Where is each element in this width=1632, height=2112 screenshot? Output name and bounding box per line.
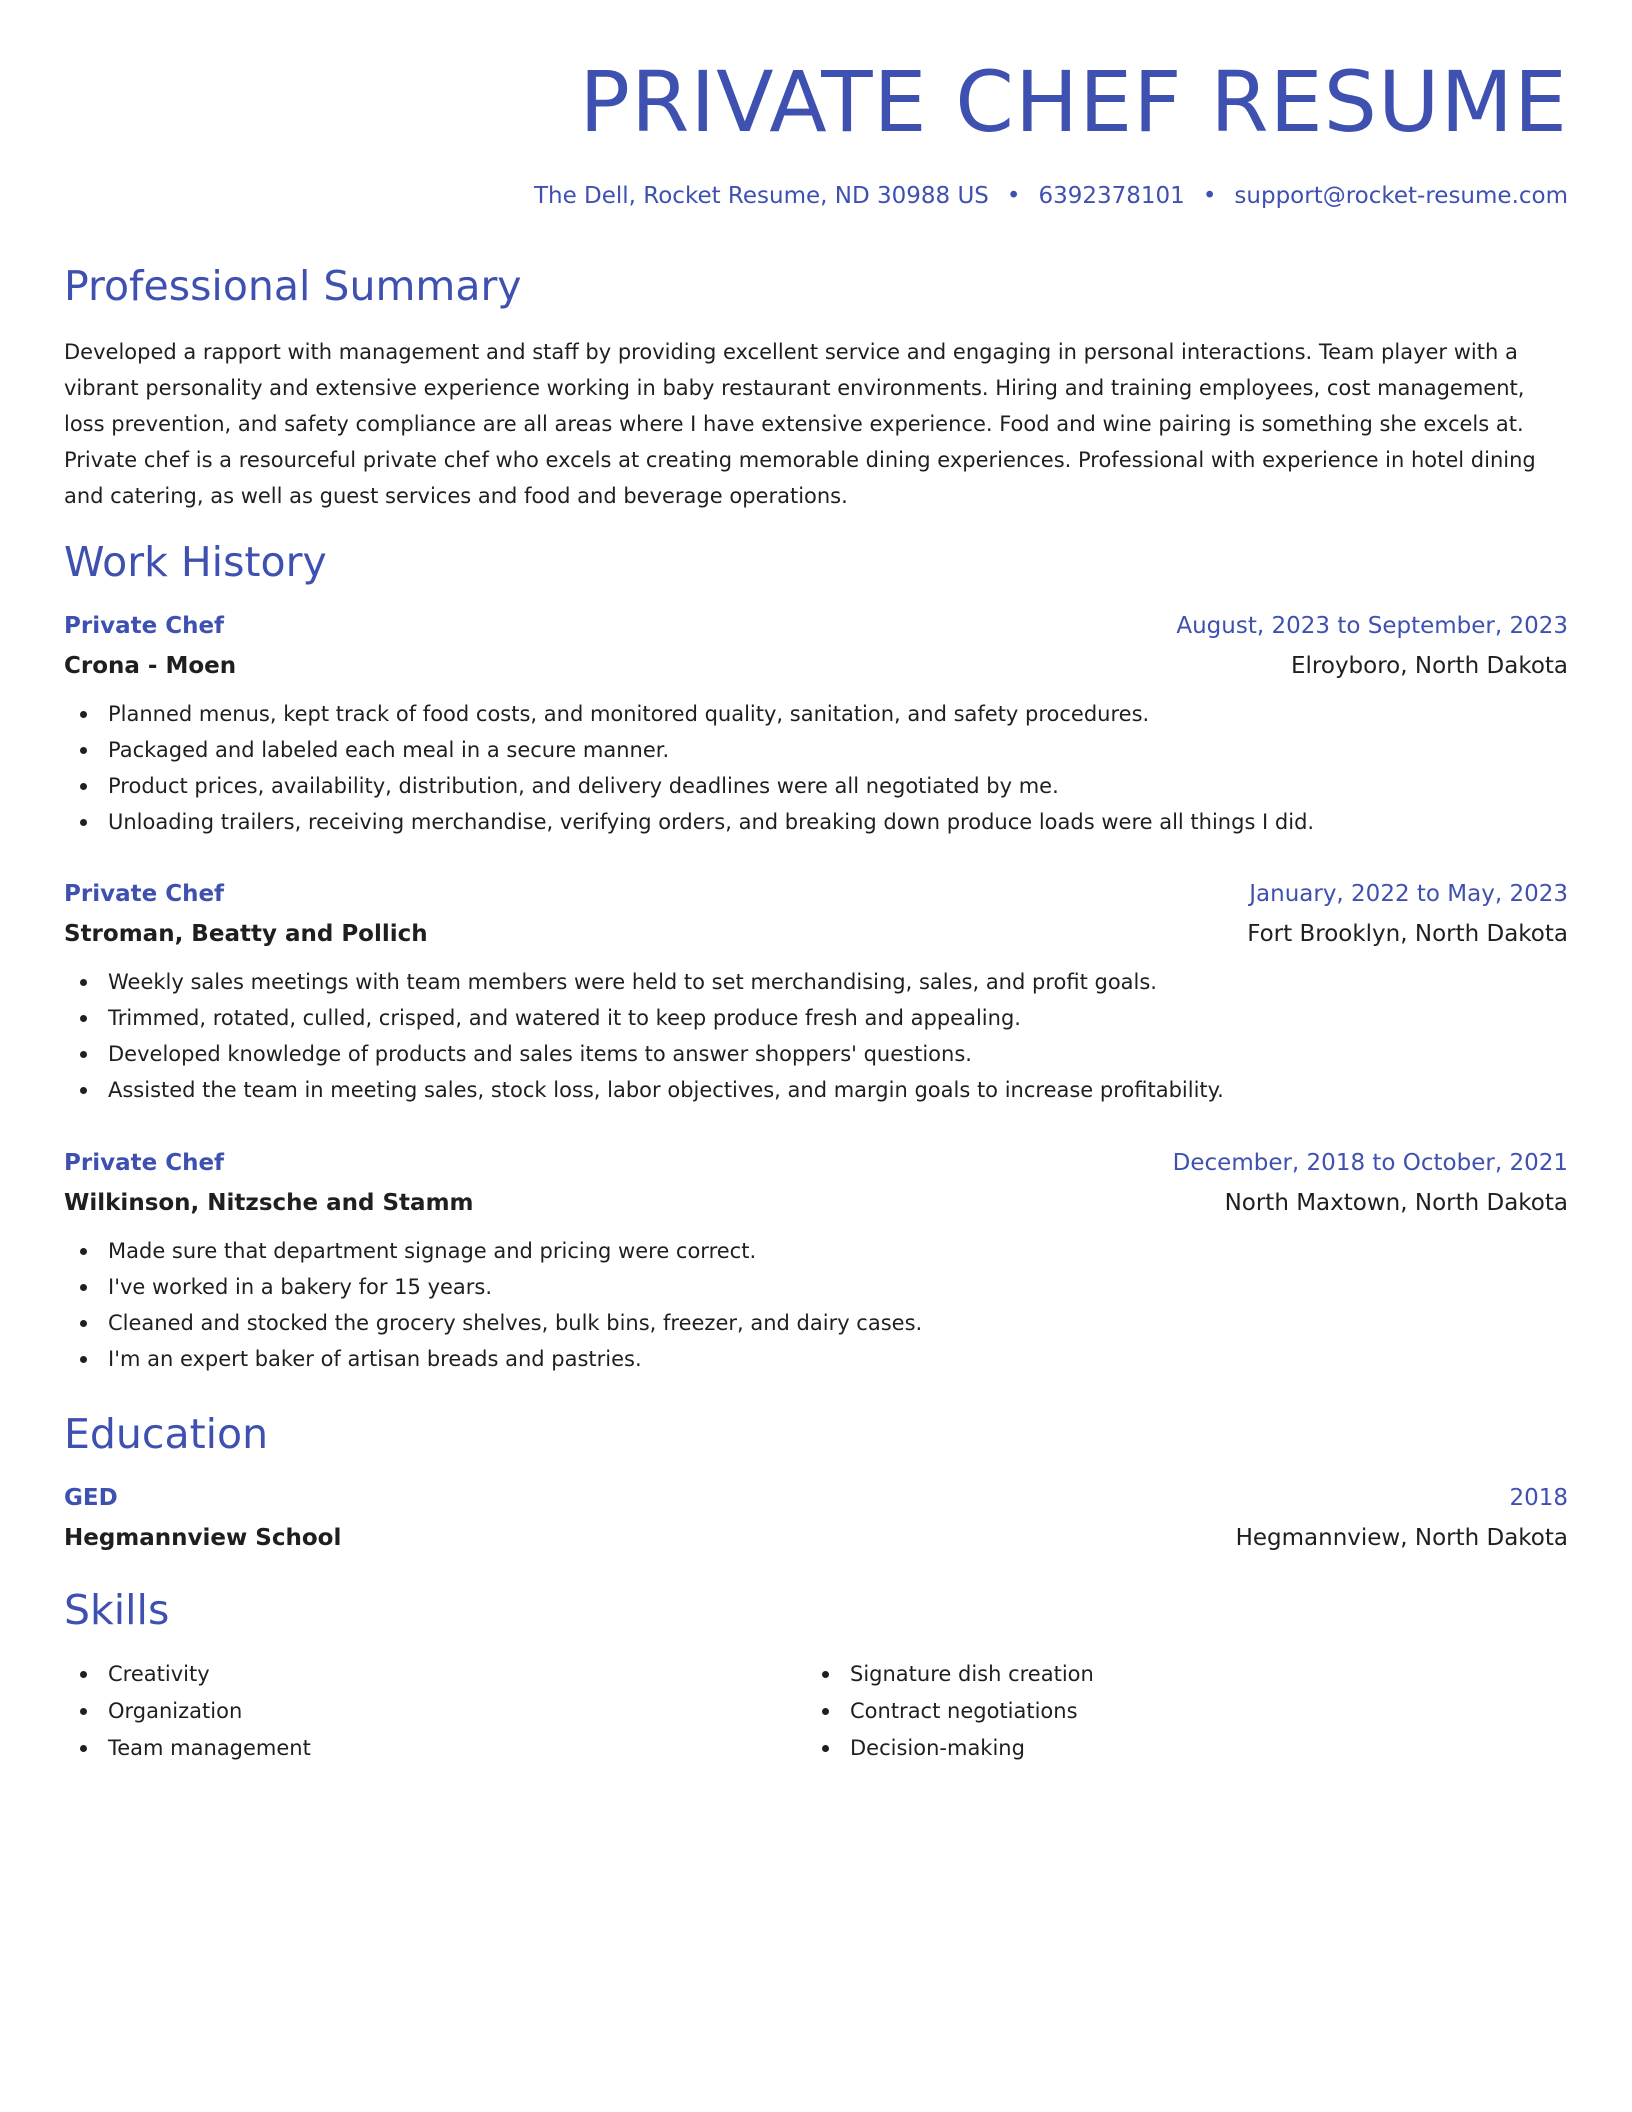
job-location: Fort Brooklyn, North Dakota (1247, 921, 1568, 947)
education-school-row (64, 1518, 1568, 1558)
job-header-row (64, 1143, 1568, 1183)
job-company-row (64, 914, 1568, 954)
skill-item: Creativity (64, 1656, 311, 1693)
skill-item: Signature dish creation (806, 1656, 1094, 1693)
job-bullet: Made sure that department signage and pricing were correct. (64, 1233, 1568, 1269)
job-bullet: Trimmed, rotated, culled, crisped, and watered it to keep produce fresh and appealing. (64, 1000, 1568, 1036)
contact-email: support@rocket-resume.com (1234, 183, 1568, 209)
education-entry (64, 1478, 1568, 1558)
skills-bullets-left (64, 1656, 311, 1767)
job-bullet: Weekly sales meetings with team members were held to set merchandising, sales, and profit goals. (64, 964, 1568, 1000)
education-header-row (64, 1478, 1568, 1518)
job-bullet: Developed knowledge of products and sales items to answer shoppers' questions. (64, 1036, 1568, 1072)
job-entry (64, 1143, 1568, 1377)
contact-separator: • (1202, 183, 1217, 209)
job-bullet: Product prices, availability, distribution, and delivery deadlines were all negotiated by me. (64, 768, 1568, 804)
skill-item: Decision-making (806, 1730, 1094, 1767)
skills-column-right (806, 1656, 1094, 1767)
resume-title: PRIVATE CHEF RESUME (579, 53, 1568, 151)
job-header-row (64, 874, 1568, 914)
skills-column-left (64, 1656, 311, 1767)
job-entry (64, 874, 1568, 1108)
job-dates: January, 2022 to May, 2023 (1249, 881, 1568, 907)
section-heading-education: Education (64, 1410, 269, 1458)
contact-phone: 6392378101 (1038, 183, 1185, 209)
education-year: 2018 (1509, 1485, 1568, 1511)
section-heading-work-history: Work History (64, 538, 327, 586)
skills-bullets-right (806, 1656, 1094, 1767)
education-degree: GED (64, 1485, 118, 1511)
skill-item: Contract negotiations (806, 1693, 1094, 1730)
job-role: Private Chef (64, 613, 225, 639)
skill-item: Organization (64, 1693, 311, 1730)
job-bullet: I've worked in a bakery for 15 years. (64, 1269, 1568, 1305)
job-bullet: Planned menus, kept track of food costs, and monitored quality, sanitation, and safety procedures. (64, 696, 1568, 732)
section-heading-skills: Skills (64, 1586, 170, 1634)
education-location: Hegmannview, North Dakota (1235, 1525, 1568, 1551)
job-dates: December, 2018 to October, 2021 (1172, 1150, 1568, 1176)
job-bullet-list (64, 696, 1568, 840)
job-bullet: Assisted the team in meeting sales, stock loss, labor objectives, and margin goals to increase profitability. (64, 1072, 1568, 1108)
job-location: North Maxtown, North Dakota (1224, 1190, 1568, 1216)
job-dates: August, 2023 to September, 2023 (1176, 613, 1568, 639)
job-company-row (64, 1183, 1568, 1223)
job-bullet: Packaged and labeled each meal in a secure manner. (64, 732, 1568, 768)
job-company: Stroman, Beatty and Pollich (64, 921, 428, 947)
contact-address: The Dell, Rocket Resume, ND 30988 US (533, 183, 989, 209)
summary-text: Developed a rapport with management and staff by providing excellent service and engaging in personal interactions. Team player with a vibrant personality and extensive experience working in baby restaurant environments. Hiring and training employees, cost management, loss prevention, and safety compliance are all areas where I have extensive experience. Food and wine pairing is something she excels at. Private chef is a resourceful private chef who excels at creating memorable dining experiences. Professional with experience in hotel dining and catering, as well as guest services and food and beverage operations. (64, 340, 1536, 508)
job-role: Private Chef (64, 881, 225, 907)
contact-separator: • (1006, 183, 1021, 209)
job-header-row (64, 606, 1568, 646)
job-bullet: I'm an expert baker of artisan breads and pastries. (64, 1341, 1568, 1377)
job-company: Wilkinson, Nitzsche and Stamm (64, 1190, 474, 1216)
job-role: Private Chef (64, 1150, 225, 1176)
job-bullet-list (64, 964, 1568, 1108)
education-school: Hegmannview School (64, 1525, 342, 1551)
job-bullet-list (64, 1233, 1568, 1377)
job-bullet: Unloading trailers, receiving merchandise, verifying orders, and breaking down produce loads were all things I did. (64, 804, 1568, 840)
contact-line (534, 180, 1568, 212)
job-bullet: Cleaned and stocked the grocery shelves, bulk bins, freezer, and dairy cases. (64, 1305, 1568, 1341)
job-company-row (64, 646, 1568, 686)
job-company: Crona - Moen (64, 653, 237, 679)
skill-item: Team management (64, 1730, 311, 1767)
section-heading-summary: Professional Summary (64, 262, 522, 310)
job-location: Elroyboro, North Dakota (1291, 653, 1568, 679)
job-entry (64, 606, 1568, 840)
